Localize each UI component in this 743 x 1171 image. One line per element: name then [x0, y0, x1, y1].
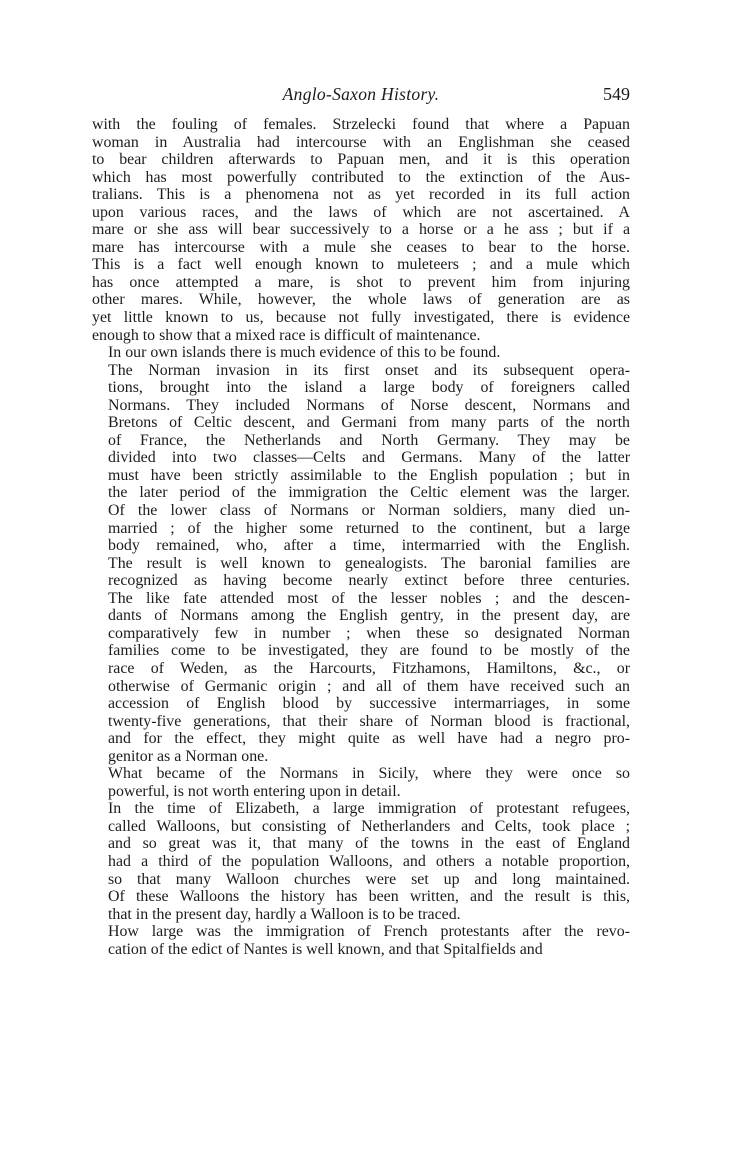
text-line: Bretons of Celtic descent, and Germani from many parts of the north — [108, 414, 630, 432]
paragraph — [92, 923, 630, 958]
paragraph — [92, 116, 630, 344]
text-line: families come to be investigated, they are found to be mostly of the — [108, 642, 630, 660]
text-line: accession of English blood by successive intermarriages, in some — [108, 695, 630, 713]
text-line: mare or she ass will bear successively to a horse or a he ass ; but if a — [92, 221, 630, 239]
text-line: that in the present day, hardly a Walloon is to be traced. — [108, 905, 461, 923]
text-line: race of Weden, as the Harcourts, Fitzhamons, Hamiltons, &c., or — [108, 659, 630, 677]
text-line: of France, the Netherlands and North Germany. They may be — [108, 431, 630, 449]
running-title: Anglo-Saxon History. — [282, 84, 440, 104]
text-line: In our own islands there is much evidence of this to be found. — [108, 344, 501, 362]
body-text — [92, 116, 630, 958]
text-line: What became of the Normans in Sicily, where they were once so — [108, 765, 630, 783]
text-line: genitor as a Norman one. — [108, 747, 269, 765]
text-line: upon various races, and the laws of which are not ascertained. A — [92, 203, 630, 221]
text-line: Normans. They included Normans of Norse descent, Normans and — [108, 396, 630, 414]
running-header — [92, 84, 630, 110]
text-line: otherwise of Germanic origin ; and all of them have received such an — [108, 677, 630, 695]
book-page — [92, 84, 630, 958]
text-line: has once attempted a mare, is shot to prevent him from injuring — [92, 273, 630, 291]
text-line: and for the effect, they might quite as well have had a negro pro- — [108, 730, 630, 748]
text-line: and so great was it, that many of the towns in the east of England — [108, 835, 630, 853]
text-line: body remained, who, after a time, intermarried with the English. — [108, 537, 630, 555]
text-line: The like fate attended most of the lesser nobles ; and the descen- — [108, 589, 630, 607]
paragraph — [92, 765, 630, 800]
text-line: cation of the edict of Nantes is well known, and that Spitalfields and — [108, 940, 543, 958]
text-line: tions, brought into the island a large body of foreigners called — [108, 379, 630, 397]
text-line: had a third of the population Walloons, and others a notable proportion, — [108, 852, 630, 870]
text-line: to bear children afterwards to Papuan men, and it is this operation — [92, 151, 630, 169]
text-line: woman in Australia had intercourse with an Englishman she ceased — [92, 133, 630, 151]
paragraph — [92, 800, 630, 923]
text-line: divided into two classes—Celts and Germans. Many of the latter — [108, 449, 630, 467]
text-line: twenty-five generations, that their share of Norman blood is fractional, — [108, 712, 630, 730]
text-line: yet little known to us, because not fully investigated, there is evidence — [92, 309, 630, 327]
text-line: enough to show that a mixed race is difficult of maintenance. — [92, 326, 481, 344]
paragraph — [92, 362, 630, 766]
text-line: the later period of the immigration the Celtic element was the larger. — [108, 484, 630, 502]
text-line: married ; of the higher some returned to the continent, but a large — [108, 519, 630, 537]
text-line: In the time of Elizabeth, a large immigration of protestant refugees, — [108, 800, 630, 818]
text-line: other mares. While, however, the whole laws of generation are as — [92, 291, 630, 309]
text-line: mare has intercourse with a mule she ceases to bear to the horse. — [92, 238, 630, 256]
text-line: with the fouling of females. Strzelecki found that where a Papuan — [92, 116, 630, 133]
text-line: so that many Walloon churches were set up and long maintained. — [108, 870, 630, 888]
text-line: recognized as having become nearly extinct before three centuries. — [108, 572, 630, 590]
text-line: How large was the immigration of French protestants after the revo- — [108, 923, 630, 941]
text-line: Of these Walloons the history has been written, and the result is this, — [108, 888, 630, 906]
text-line: tralians. This is a phenomena not as yet recorded in its full action — [92, 186, 630, 204]
text-line: This is a fact well enough known to muleteers ; and a mule which — [92, 256, 630, 274]
text-line: must have been strictly assimilable to the English population ; but in — [108, 466, 630, 484]
page-number: 549 — [603, 84, 630, 104]
paragraph — [92, 344, 630, 362]
text-line: Of the lower class of Normans or Norman soldiers, many died un- — [108, 502, 630, 520]
text-line: called Walloons, but consisting of Netherlanders and Celts, took place ; — [108, 817, 630, 835]
text-line: comparatively few in number ; when these so designated Norman — [108, 624, 630, 642]
text-line: dants of Normans among the English gentry, in the present day, are — [108, 607, 630, 625]
text-line: powerful, is not worth entering upon in detail. — [108, 782, 401, 800]
text-line: The Norman invasion in its first onset and its subsequent opera- — [108, 361, 630, 379]
text-line: which has most powerfully contributed to the extinction of the Aus- — [92, 168, 630, 186]
text-line: The result is well known to genealogists. The baronial families are — [108, 554, 630, 572]
